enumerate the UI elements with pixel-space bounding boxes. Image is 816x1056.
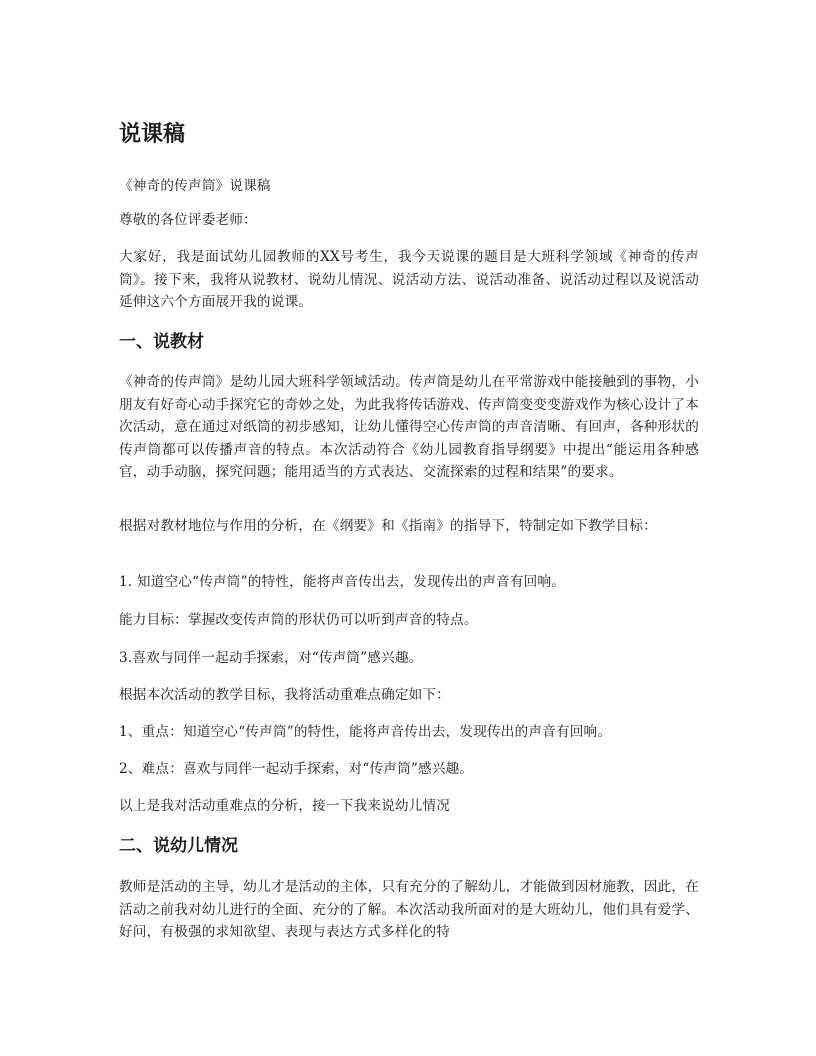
intro-paragraph: 大家好，我是面试幼儿园教师的XX号考生，我今天说课的题目是大班科学领域《神奇的传声筒》。接下来，我将从说教材、说幼儿情况、说活动方法、说活动准备、说活动过程以及说活动延伸这六个方面展开我的说课。 xyxy=(119,249,699,310)
key-points-intro: 根据本次活动的教学目标，我将活动重难点确定如下： xyxy=(119,687,451,703)
children-paragraph: 教师是活动的主导，幼儿才是活动的主体，只有充分的了解幼儿，才能做到因材施教，因此，在活动之前我对幼儿进行的全面、充分的了解。本次活动我所面对的是大班幼儿，他们具有爱学、好问，有极强的求知欲望、表现与表达方式多样化的特 xyxy=(119,879,699,940)
section-heading-children: 二、说幼儿情况 xyxy=(119,836,238,856)
transition-paragraph: 以上是我对活动重难点的分析，接一下我来说幼儿情况 xyxy=(119,798,451,814)
section-heading-textbook: 一、说教材 xyxy=(119,332,204,352)
goals-intro-paragraph: 根据对教材地位与作用的分析，在《纲要》和《指南》的指导下，特制定如下教学目标： xyxy=(119,518,657,534)
goal-knowledge: 1. 知道空心“传声筒”的特性，能将声音传出去，发现传出的声音有回响。 xyxy=(119,574,566,590)
document-title: 说课稿 xyxy=(119,122,186,147)
salutation: 尊敬的各位评委老师： xyxy=(119,212,257,228)
document-subtitle: 《神奇的传声筒》说课稿 xyxy=(119,178,271,194)
goal-ability: 能力目标：掌握改变传声筒的形状仍可以听到声音的特点。 xyxy=(119,612,478,628)
goal-emotion: 3.喜欢与同伴一起动手探索，对“传声筒”感兴趣。 xyxy=(119,650,423,666)
difficult-point: 2、难点：喜欢与同伴一起动手探索，对“传声筒”感兴趣。 xyxy=(119,761,474,777)
textbook-paragraph: 《神奇的传声筒》是幼儿园大班科学领域活动。传声筒是幼儿在平常游戏中能接触到的事物，小朋友有好奇心动手探究它的奇妙之处，为此我将传话游戏、传声筒变变变游戏作为核心设计了本次活动，意在通过对纸筒的初步感知，让幼儿懂得空心传声筒的声音清晰、有回声，各种形状的传声筒都可以传播声音的特点。本次活动符合《幼儿园教育指导纲要》中提出“能运用各种感官，动手动脑，探究问题；能用适当的方式表达、交流探索的过程和结果”的要求。 xyxy=(119,374,699,480)
key-point: 1、重点：知道空心“传声筒”的特性，能将声音传出去，发现传出的声音有回响。 xyxy=(119,724,612,740)
